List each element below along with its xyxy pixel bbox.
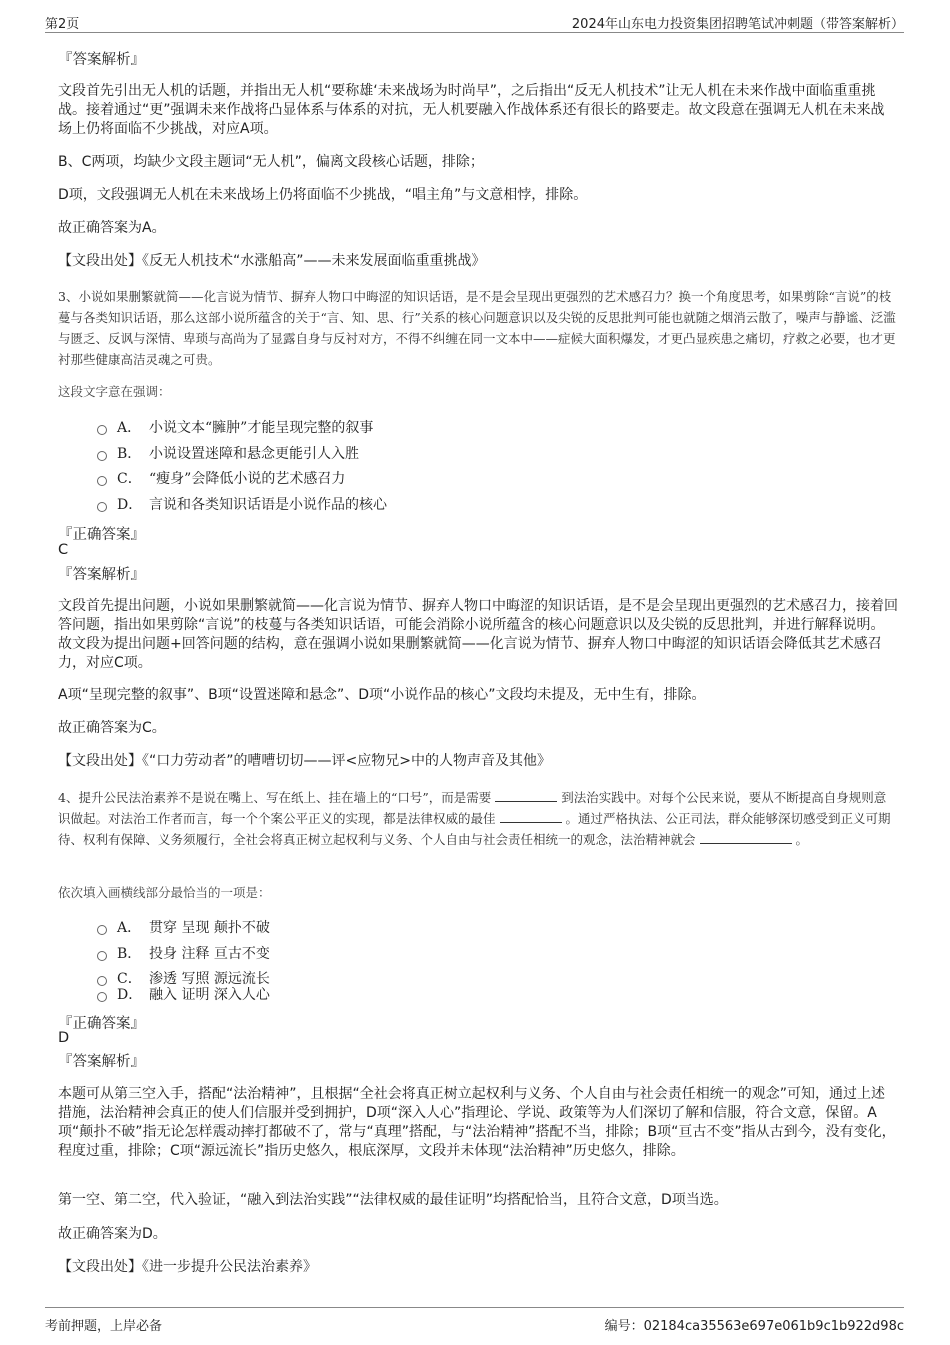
question-prompt: 依次填入画横线部分最恰当的一项是： <box>58 885 271 900</box>
answer-conclusion: 故正确答案为A。 <box>58 220 166 236</box>
document-id: 编号：02184ca35563e697e061b9c1b922d98c <box>604 1319 904 1334</box>
analysis-label: 『答案解析』 <box>58 567 145 583</box>
option-c[interactable]: C． “瘦身”会降低小说的艺术感召力 <box>97 468 345 488</box>
page-number: 第2页 <box>45 17 80 32</box>
correct-answer-label: 『正确答案』 <box>58 1016 145 1032</box>
analysis-label: 『答案解析』 <box>58 1054 145 1070</box>
page-header <box>0 0 950 30</box>
analysis-paragraph: 本题可从第三空入手，搭配“法治精神”，且根据“全社会将真正树立起权利与义务、个人自由与社会责任相统一的观念”可知，通过上述措施，法治精神会真正的使人们信服并受到拥护，D项“深入人心”指理论、学说、政策等为人们深切了解和信服，符合文意，保留。A项“颠扑不破”指无论怎样震动摔打都破不了，常与“真理”搭配，与“法治精神”搭配不当，排除；B项“亘古不变”指从古到今，没有变化，程度过重，排除；C项“源远流长”指历史悠久，根底深厚，文段并未体现“法治精神”历史悠久，排除。 <box>58 1086 896 1159</box>
radio-icon[interactable] <box>97 951 107 961</box>
footer-slogan: 考前押题，上岸必备 <box>45 1319 163 1334</box>
option-d[interactable]: D． 融入 证明 深入人心 <box>97 984 270 1004</box>
option-a[interactable]: A． 贯穿 呈现 颠扑不破 <box>97 917 270 937</box>
footer-divider <box>45 1307 904 1308</box>
radio-icon[interactable] <box>97 476 107 486</box>
header-divider <box>45 32 904 33</box>
analysis-label: 『答案解析』 <box>58 52 145 68</box>
radio-icon[interactable] <box>97 451 107 461</box>
answer-conclusion: 故正确答案为D。 <box>58 1226 167 1242</box>
option-b[interactable]: B． 小说设置迷障和悬念更能引人入胜 <box>97 443 359 463</box>
option-c[interactable]: C． 渗透 写照 源远流长 <box>97 968 270 988</box>
radio-icon[interactable] <box>97 425 107 435</box>
correct-answer: C <box>58 542 69 558</box>
analysis-paragraph: 文段首先引出无人机的话题，并指出无人机“要称雄‘未来战场为时尚早”，之后指出“反无人机技术”让无人机在未来作战中面临重重挑战。接着通过“更”强调未来作战将凸显体系与体系的对抗，无人机要融入作战体系还有很长的路要走。故文段意在强调无人机在未来战场上仍将面临不少挑战，对应A项。 <box>58 83 885 137</box>
option-d[interactable]: D． 言说和各类知识话语是小说作品的核心 <box>97 494 387 514</box>
fill-blank <box>700 831 792 844</box>
analysis-paragraph: 文段首先提出问题，小说如果删繁就简——化言说为情节、摒弃人物口中晦涩的知识话语，是不是会呈现出更强烈的艺术感召力，接着回答问题，指出如果剪除“言说”的枝蔓与各类知识话语，可能会消除小说所蕴含的核心问题意识以及尖锐的反思批判，并进行解释说明。故文段为提出问题+回答问题的结构，意在强调小说如果删繁就简——化言说为情节、摒弃人物口中晦涩的知识话语会降低其艺术感召力，对应C项。 <box>58 598 898 671</box>
option-a[interactable]: A． 小说文本“臃肿”才能呈现完整的叙事 <box>97 417 373 437</box>
analysis-paragraph: A项“呈现完整的叙事”、B项“设置迷障和悬念”、D项“小说作品的核心”文段均未提及，无中生有，排除。 <box>58 687 706 703</box>
analysis-paragraph: D项，文段强调无人机在未来战场上仍将面临不少挑战，“唱主角”与文意相悖，排除。 <box>58 187 588 203</box>
option-b[interactable]: B． 投身 注释 亘古不变 <box>97 943 270 963</box>
fill-blank <box>495 789 557 802</box>
question-stem: 4、提升公民法治素养不是说在嘴上、写在纸上、挂在墙上的“口号”，而是需要 到法治实践中。对每个公民来说，要从不断提高自身规则意识做起。对法治工作者而言，每一个个案公平正义的实现，都是法律权威的最佳 。通过严格执法、公正司法，群众能够深切感受到正义可期待、权利有保障、义务须履行，全社会将真正树立起权利与义务、个人自由与社会责任相统一的观念，法治精神就会 。 <box>58 790 891 847</box>
passage-source: 【文段出处】《反无人机技术“水涨船高”——未来发展面临重重挑战》 <box>58 253 486 269</box>
analysis-paragraph: B、C两项，均缺少文段主题词“无人机”，偏离文段核心话题，排除； <box>58 154 484 170</box>
passage-source: 【文段出处】《进一步提升公民法治素养》 <box>58 1259 317 1275</box>
correct-answer: D <box>58 1030 70 1046</box>
passage-source: 【文段出处】《“口力劳动者”的嘈嘈切切——评<应物兄>中的人物声音及其他》 <box>58 753 551 769</box>
question-prompt: 这段文字意在强调： <box>58 384 171 399</box>
analysis-paragraph: 第一空、第二空，代入验证，“融入到法治实践”“法律权威的最佳证明”均搭配恰当，且符合文意，D项当选。 <box>58 1192 728 1208</box>
answer-conclusion: 故正确答案为C。 <box>58 720 166 736</box>
radio-icon[interactable] <box>97 925 107 935</box>
radio-icon[interactable] <box>97 502 107 512</box>
fill-blank <box>500 810 562 823</box>
document-title: 2024年山东电力投资集团招聘笔试冲刺题（带答案解析） <box>571 17 904 32</box>
question-stem: 3、小说如果删繁就简——化言说为情节、摒弃人物口中晦涩的知识话语，是不是会呈现出更强烈的艺术感召力？换一个角度思考，如果剪除“言说”的枝蔓与各类知识话语，那么这部小说所蕴含的关于“言、知、思、行”关系的核心问题意识以及尖锐的反思批判可能也就随之烟消云散了，噪声与静谧、泛滥与匮乏、反讽与深情、卑琐与高尚为了显露自身与反衬对方，不得不纠缠在同一文本中——症候大面积爆发，才更凸显疾患之痛切，疗救之必要，也才更衬那些健康高洁灵魂之可贵。 <box>58 289 896 367</box>
radio-icon[interactable] <box>97 992 107 1002</box>
correct-answer-label: 『正确答案』 <box>58 527 145 543</box>
